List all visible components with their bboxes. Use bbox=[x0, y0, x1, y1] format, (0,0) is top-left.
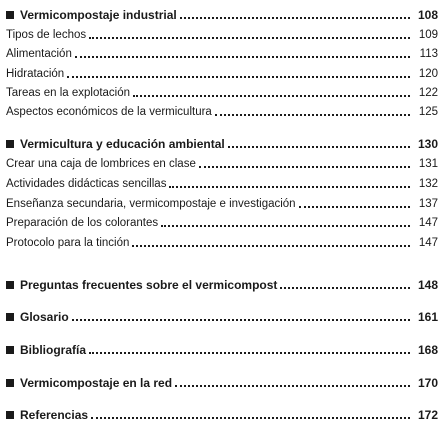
dot-leader bbox=[75, 56, 410, 58]
toc-entry-tareas-explotacion[interactable] bbox=[6, 82, 438, 100]
dot-leader bbox=[280, 287, 410, 289]
toc-entry-page: 113 bbox=[419, 48, 438, 60]
toc-entry-protocolo-tincion[interactable] bbox=[6, 232, 438, 250]
toc-entry-title: Tareas en la explotación bbox=[6, 87, 131, 99]
toc-entry-page: 122 bbox=[418, 87, 438, 99]
dot-leader bbox=[169, 186, 410, 188]
toc-entry-vermicultura-educacion[interactable] bbox=[6, 133, 438, 151]
toc-entry-page: 120 bbox=[418, 68, 438, 80]
dot-leader bbox=[89, 37, 410, 39]
bullet-square-icon bbox=[6, 411, 14, 419]
dot-leader bbox=[132, 245, 410, 247]
dot-leader bbox=[161, 225, 410, 227]
toc-entry-glosario[interactable] bbox=[6, 306, 438, 324]
toc-entry-page: 130 bbox=[417, 137, 438, 151]
toc-entry-bibliografia[interactable] bbox=[6, 339, 438, 357]
toc-entry-page: 137 bbox=[418, 198, 438, 210]
toc-entry-actividades-didacticas[interactable] bbox=[6, 173, 438, 191]
toc-entry-page: 168 bbox=[417, 343, 438, 357]
toc-entry-caja-lombrices[interactable] bbox=[6, 153, 438, 171]
toc-entry-title: Glosario bbox=[20, 310, 69, 324]
dot-leader bbox=[228, 146, 410, 148]
toc-entry-title: Enseñanza secundaria, vermicompostaje e investigación bbox=[6, 198, 296, 210]
dot-leader bbox=[133, 95, 410, 97]
dot-leader bbox=[199, 166, 410, 168]
toc-entry-title: Crear una caja de lombrices en clase bbox=[6, 158, 196, 170]
toc-entry-page: 125 bbox=[418, 106, 438, 118]
toc-entry-page: 109 bbox=[418, 29, 438, 41]
toc-entry-title: Actividades didácticas sencillas bbox=[6, 178, 167, 190]
toc-entry-title: Preparación de los colorantes bbox=[6, 217, 159, 229]
toc-entry-page: 132 bbox=[418, 178, 438, 190]
toc-entry-alimentacion[interactable] bbox=[6, 43, 438, 61]
toc-entry-vermicompostaje-industrial[interactable] bbox=[6, 4, 438, 22]
toc-entry-title: Vermicultura y educación ambiental bbox=[20, 137, 225, 151]
toc-entry-aspectos-economicos[interactable] bbox=[6, 101, 438, 119]
toc-entry-vermicompostaje-red[interactable] bbox=[6, 372, 438, 390]
dot-leader bbox=[67, 76, 410, 78]
dot-leader bbox=[215, 114, 410, 116]
bullet-square-icon bbox=[6, 313, 14, 321]
toc-entry-page: 108 bbox=[417, 8, 438, 22]
toc-entry-page: 161 bbox=[417, 310, 438, 324]
toc-entry-ensenanza-secundaria[interactable] bbox=[6, 193, 438, 211]
bullet-square-icon bbox=[6, 140, 14, 148]
toc-entry-preguntas-frecuentes[interactable] bbox=[6, 274, 438, 292]
bullet-square-icon bbox=[6, 346, 14, 354]
toc-entry-page: 131 bbox=[418, 158, 438, 170]
toc-entry-title: Vermicompostaje en la red bbox=[20, 376, 173, 390]
toc-entry-preparacion-colorantes[interactable] bbox=[6, 212, 438, 230]
toc-entry-title: Hidratación bbox=[6, 68, 65, 80]
toc-entry-title: Referencias bbox=[20, 408, 89, 422]
bullet-square-icon bbox=[6, 281, 14, 289]
dot-leader bbox=[180, 17, 410, 19]
toc-entry-page: 170 bbox=[417, 376, 438, 390]
toc-entry-tipos-de-lechos[interactable] bbox=[6, 24, 438, 42]
toc-entry-title: Vermicompostaje industrial bbox=[20, 8, 177, 22]
toc-entry-title: Alimentación bbox=[6, 48, 72, 60]
toc-entry-title: Bibliografía bbox=[20, 343, 87, 357]
dot-leader bbox=[175, 385, 410, 387]
toc-entry-referencias[interactable] bbox=[6, 404, 438, 422]
dot-leader bbox=[89, 352, 410, 354]
bullet-square-icon bbox=[6, 11, 14, 19]
toc-entry-page: 172 bbox=[417, 408, 438, 422]
toc-entry-page: 148 bbox=[417, 278, 438, 292]
toc-entry-title: Preguntas frecuentes sobre el vermicompost bbox=[20, 278, 278, 292]
toc-entry-page: 147 bbox=[418, 237, 438, 249]
dot-leader bbox=[72, 319, 410, 321]
toc-entry-title: Protocolo para la tinción bbox=[6, 237, 130, 249]
toc-entry-title: Tipos de lechos bbox=[6, 29, 87, 41]
toc-entry-page: 147 bbox=[418, 217, 438, 229]
dot-leader bbox=[91, 417, 410, 419]
toc-entry-title: Aspectos económicos de la vermicultura bbox=[6, 106, 212, 118]
toc-entry-hidratacion[interactable] bbox=[6, 63, 438, 81]
dot-leader bbox=[299, 206, 410, 208]
bullet-square-icon bbox=[6, 379, 14, 387]
